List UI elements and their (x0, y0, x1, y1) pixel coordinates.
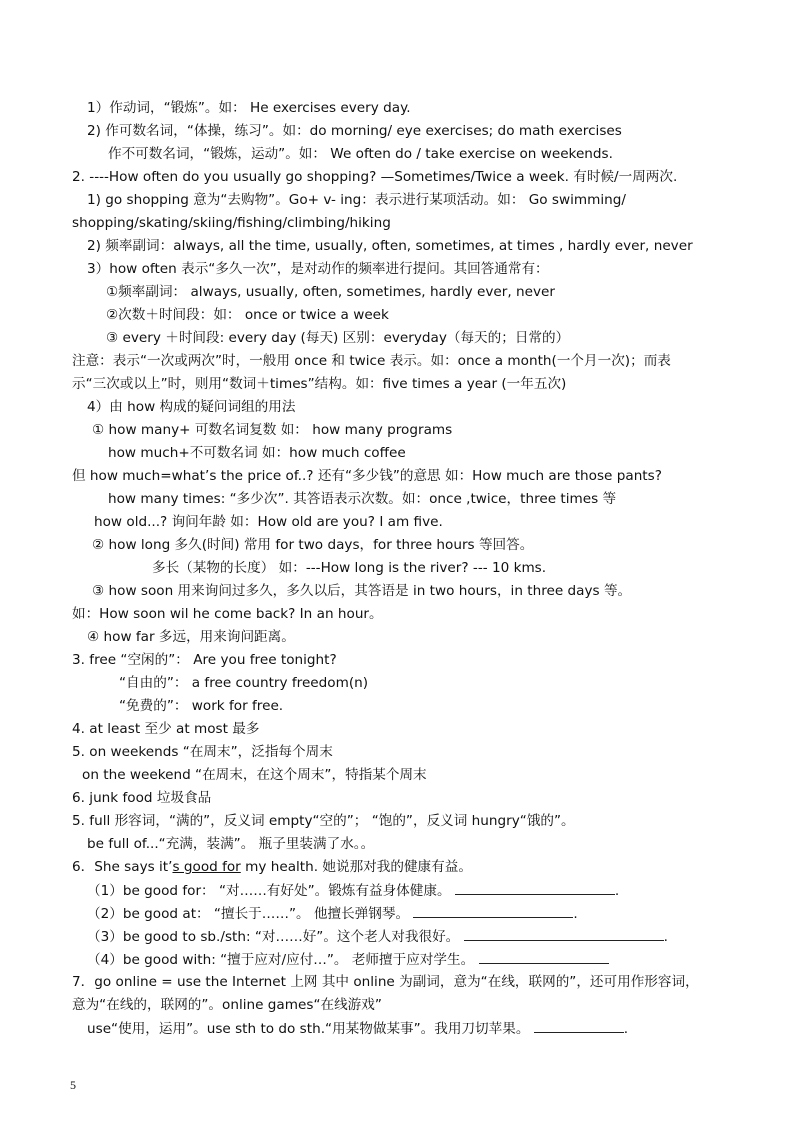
fill-in-line (87, 903, 578, 924)
text-line (87, 834, 374, 854)
text-segment: 多长（某物的长度） 如：---How long is the river? --- 10 kms. (152, 560, 547, 576)
text-segment: ② how long 多久(时间) 常用 for two days，for three hours 等回答。 (92, 537, 534, 553)
text-line (72, 604, 383, 624)
text-segment: be full of...“充满，装满”。 瓶子里装满了水。。 (87, 836, 375, 852)
text-line (106, 282, 555, 302)
text-line (72, 811, 575, 831)
answer-blank[interactable] (534, 1018, 624, 1033)
text-segment: ②次数＋时间段：如： once or twice a week (106, 307, 389, 323)
text-segment: 1) go shopping 意为“去购物”。Go+ v- ing：表示进行某项活动。如： Go swimming/ (87, 192, 626, 208)
text-line (152, 558, 546, 578)
fill-in-line (87, 949, 609, 970)
text-segment: ④ how far 多远，用来询问距离。 (87, 629, 295, 645)
text-line (119, 696, 283, 716)
text-line (72, 374, 566, 394)
page-number: 5 (70, 1078, 76, 1092)
text-line-says (72, 857, 472, 877)
text-segment: 7．go online = use the Internet 上网 其中 online 为副词，意为“在线，联网的”，还可用作形容词， (72, 974, 699, 990)
text-segment: ① how many+ 可数名词复数 如： how many programs (92, 422, 453, 438)
fill-in-line (87, 926, 668, 947)
text-line (72, 167, 677, 187)
text-segment: ③ every ＋时间段: every day (每天) 区别：everyday（每天的；日常的） (106, 330, 570, 346)
blank-end: . (573, 906, 578, 922)
text-segment: how old...? 询问年龄 如：How old are you? I am five. (94, 514, 443, 530)
text-line (87, 190, 626, 210)
text-segment: 注意：表示“一次或两次”时，一般用 once 和 twice 表示。如：once a month(一个月一次)；而表 (72, 353, 671, 369)
text-segment: 但 how much=what’s the price of..? 还有“多少钱”的意思 如：How much are those pants? (72, 468, 662, 484)
text-segment: 6．She says it’ (72, 859, 173, 875)
text-segment: 5. on weekends “在周末”，泛指每个周末 (72, 744, 333, 760)
text-line (72, 213, 391, 233)
text-segment: how many times: “多少次”. 其答语表示次数。如：once ,twice，three times 等 (108, 491, 617, 507)
text-segment: “免费的”： work for free. (119, 698, 284, 714)
answer-blank[interactable] (479, 949, 609, 964)
text-line (108, 443, 406, 463)
text-line (72, 466, 662, 486)
text-segment: （2）be good at： “擅长于……”。 他擅长弹钢琴。 (87, 906, 410, 922)
text-segment: 2. ----How often do you usually go shopping? —Sometimes/Twice a week. 有时候/一周两次. (72, 169, 678, 185)
text-line (108, 489, 616, 509)
text-segment: 1）作动词，“锻炼”。如： He exercises every day. (87, 100, 411, 116)
text-line-last (87, 1018, 628, 1039)
text-line (72, 719, 259, 739)
text-segment: shopping/skating/skiing/fishing/climbing/hiking (72, 215, 391, 231)
text-segment: on the weekend “在周末，在这个周末”，特指某个周末 (82, 767, 427, 783)
text-line (72, 742, 333, 762)
text-segment: （4）be good with: “擅于应对/应付…”。 老师擅于应对学生。 (87, 952, 475, 968)
text-segment: （1）be good for： “对……有好处”。锻炼有益身体健康。 (87, 883, 451, 899)
answer-blank[interactable] (455, 880, 615, 895)
text-segment: 3. free “空闲的”： Are you free tonight? (72, 652, 337, 668)
fill-in-line (87, 880, 619, 901)
text-segment: 3）how often 表示“多久一次”，是对动作的频率进行提问。其回答通常有： (87, 261, 549, 277)
answer-blank[interactable] (464, 926, 664, 941)
text-segment: 2) 作可数名词，“体操，练习”。如：do morning/ eye exercises; do math exercises (87, 123, 622, 139)
text-segment: 意为“在线的，联网的”。online games“在线游戏” (72, 997, 382, 1013)
text-line (106, 305, 389, 325)
text-line (72, 788, 211, 808)
text-line (87, 397, 295, 417)
text-line (92, 581, 631, 601)
text-segment: 6. junk food 垃圾食品 (72, 790, 212, 806)
text-segment: ③ how soon 用来询问过多久，多久以后，其答语是 in two hours，in three days 等。 (92, 583, 632, 599)
text-line (92, 420, 452, 440)
text-line (87, 121, 622, 141)
text-segment: 示“三次或以上”时，则用“数词＋times”结构。如：five times a year (一年五次) (72, 376, 567, 392)
text-line (106, 328, 569, 348)
text-line (119, 673, 368, 693)
text-line (87, 627, 295, 647)
text-segment: 4）由 how 构成的疑问词组的用法 (87, 399, 296, 415)
blank-end: . (663, 929, 668, 945)
answer-blank[interactable] (413, 903, 573, 918)
text-segment: 4. at least 至少 at most 最多 (72, 721, 260, 737)
text-segment: my health. 她说那对我的健康有益。 (240, 859, 472, 875)
text-segment: ①频率副词： always, usually, often, sometimes, hardly ever, never (106, 284, 555, 300)
blank-end: . (614, 883, 620, 899)
text-segment: 5. full 形容词，“满的”，反义词 empty“空的”； “饱的”，反义词 hungry“饿的”。 (72, 813, 575, 829)
underlined-text: s good for (172, 859, 241, 875)
text-line (92, 535, 533, 555)
text-line (94, 512, 443, 532)
blank-end: . (623, 1021, 629, 1037)
text-segment: 2) 频率副词：always, all the time, usually, often, sometimes, at times , hardly ever, never (87, 238, 693, 254)
text-line (87, 259, 549, 279)
text-segment: 如：How soon wil he come back? In an hour。 (72, 606, 383, 622)
text-segment: use“使用，运用”。use sth to do sth.“用某物做某事”。我用刀切苹果。 (87, 1021, 530, 1037)
text-line (72, 351, 671, 371)
text-line (72, 972, 699, 992)
text-segment: how much+不可数名词 如：how much coffee (108, 445, 406, 461)
text-segment: “自由的”： a free country freedom(n) (119, 675, 369, 691)
text-segment: （3）be good to sb./sth: “对……好”。这个老人对我很好。 (87, 929, 460, 945)
text-line (87, 236, 693, 256)
text-line (108, 144, 613, 164)
text-line (72, 650, 337, 670)
text-line (87, 98, 411, 118)
text-segment: 作不可数名词，“锻炼，运动”。如： We often do / take exercise on weekends. (108, 146, 613, 162)
text-line (82, 765, 427, 785)
text-line (72, 995, 382, 1015)
